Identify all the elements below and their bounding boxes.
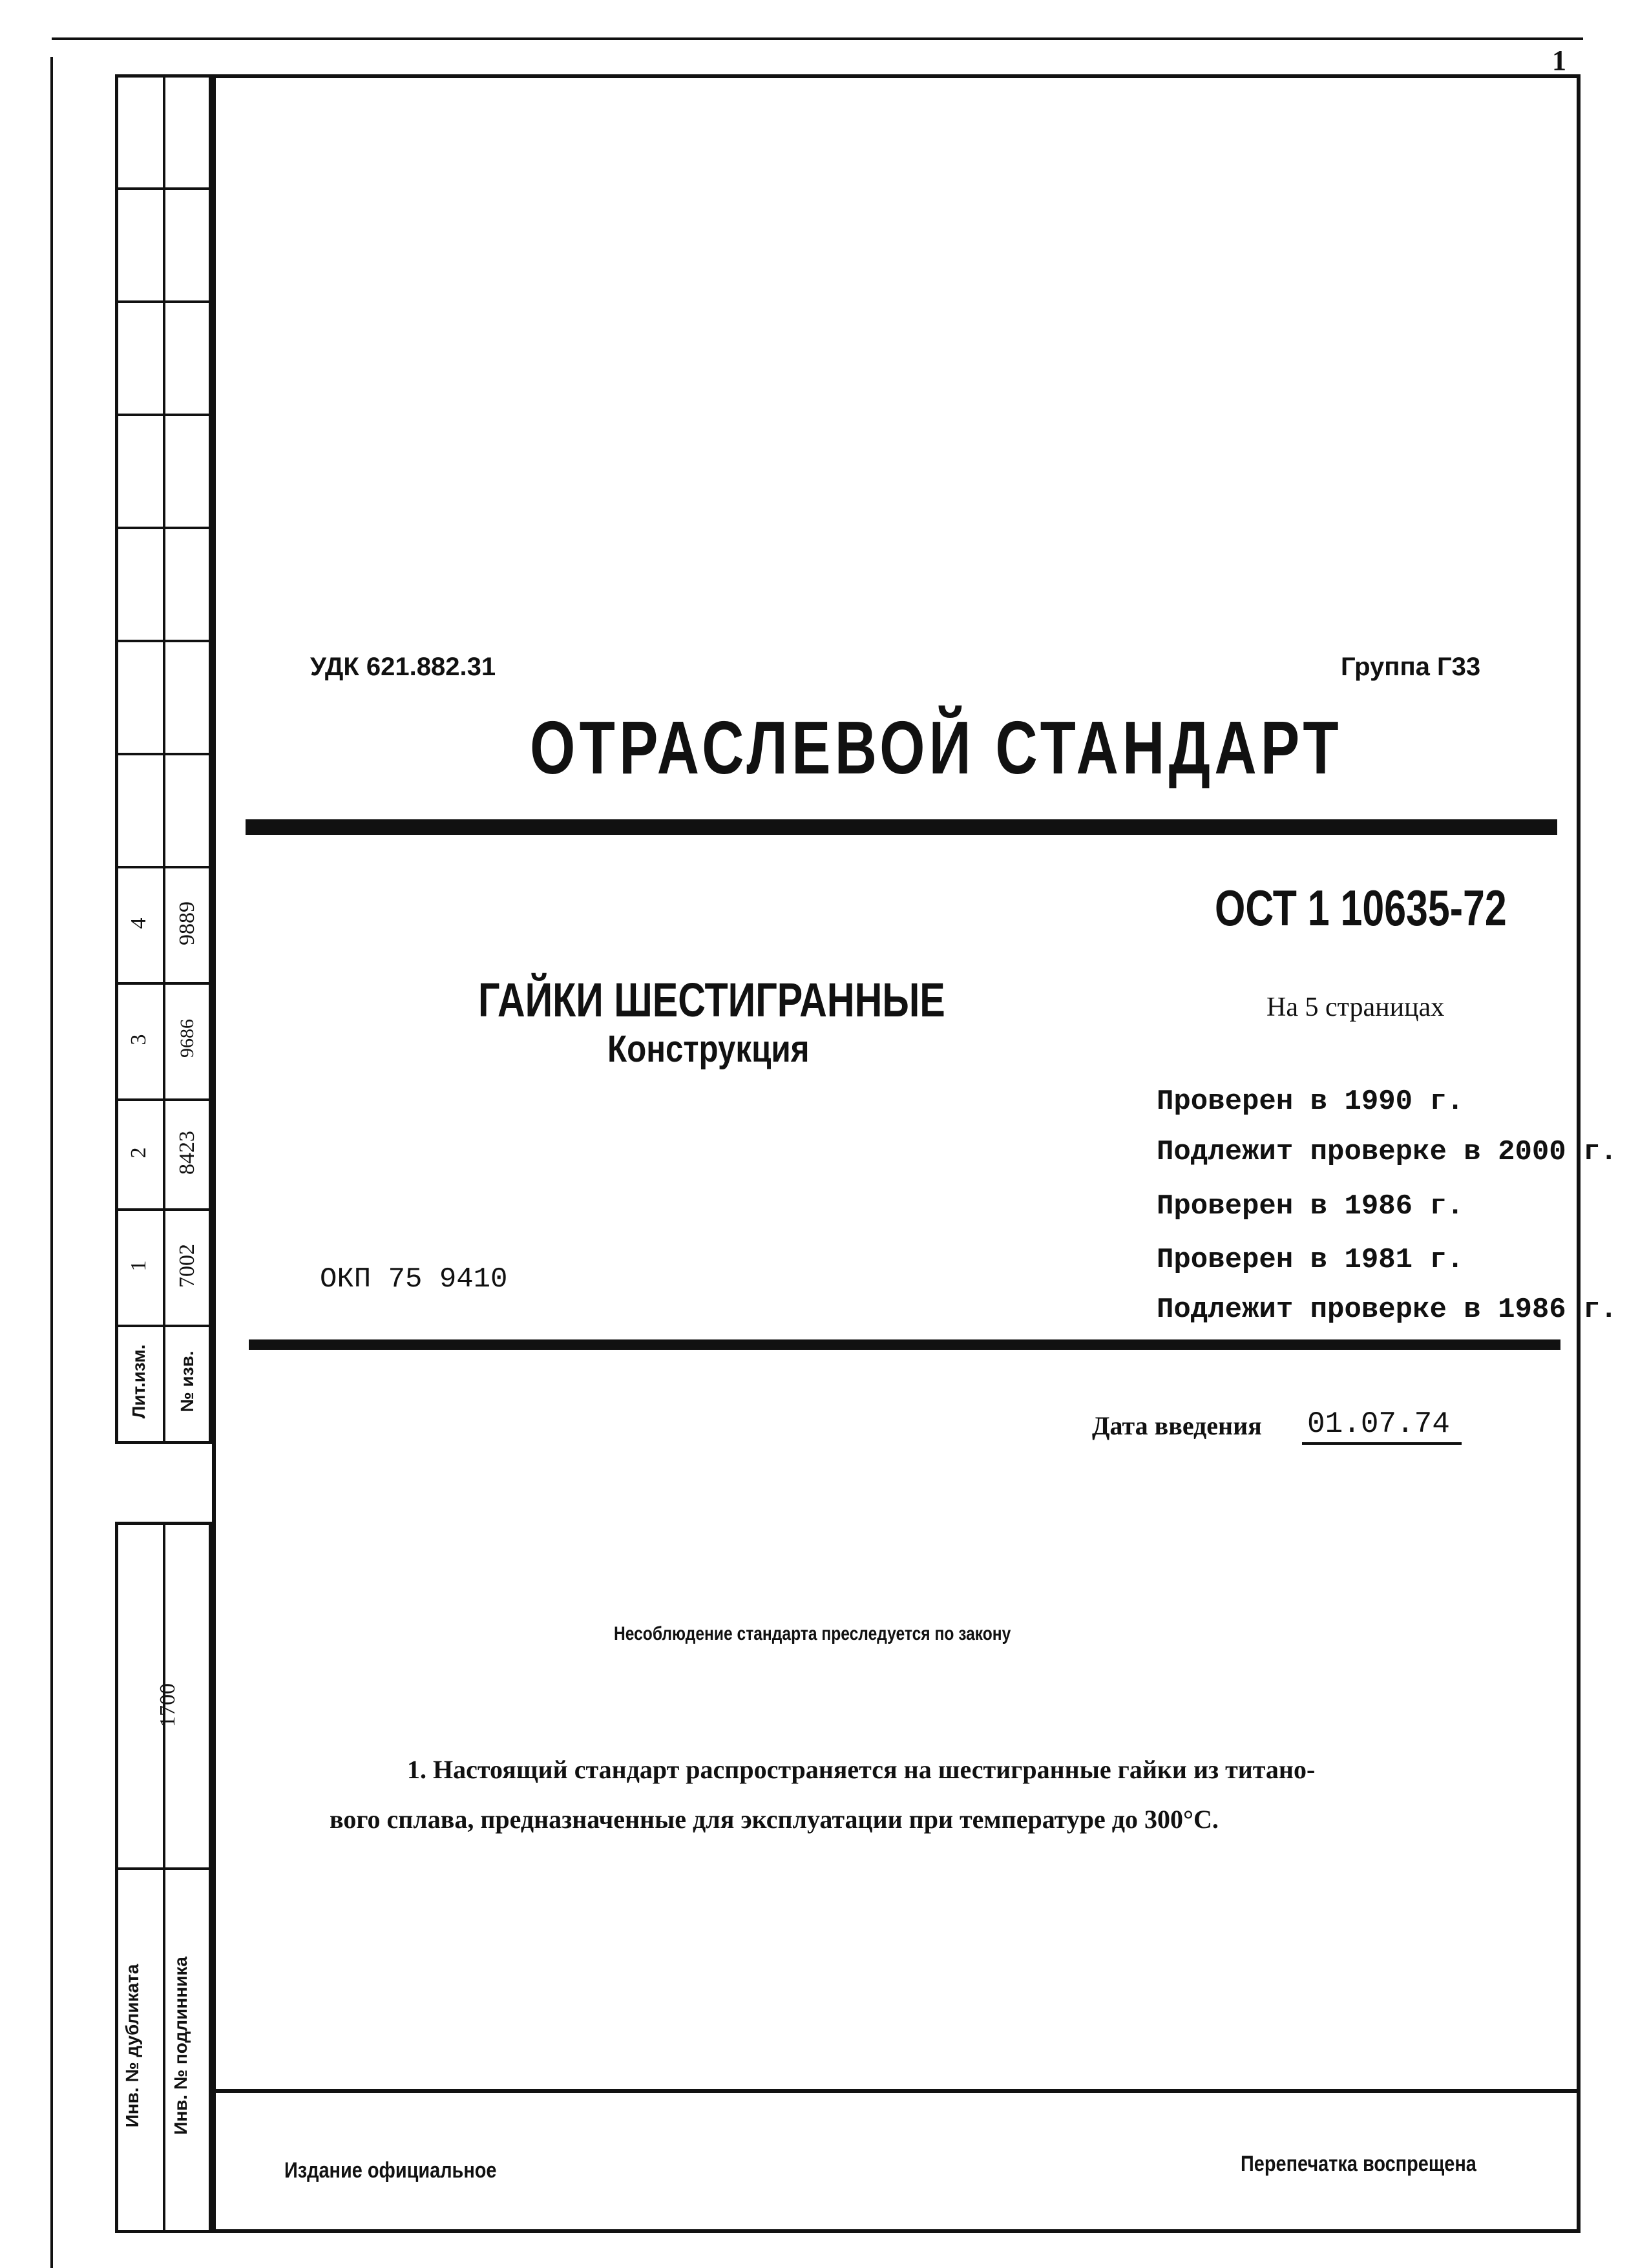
date-label: Дата введения — [1092, 1411, 1262, 1440]
label-inv-podl: Инв. № подлинника — [171, 1957, 191, 2135]
product-subtitle: Конструкция — [607, 1028, 810, 1070]
check-1986: Проверен в 1986 г. — [1157, 1190, 1464, 1223]
udk-code: УДК 621.882.31 — [310, 653, 496, 681]
paragraph-line-2: вого сплава, предназначенные для эксплуатации при температуре до 300°С. — [330, 1805, 1219, 1834]
footer-reprint-prohibited: Перепечатка воспрещена — [1241, 2152, 1476, 2176]
standard-code: ОСТ 1 10635-72 — [1215, 879, 1507, 936]
change-3-izv: 9686 — [176, 1019, 198, 1058]
group-code: Группа Г33 — [1341, 653, 1481, 681]
header-n-izv: № изв. — [177, 1350, 197, 1412]
title-rule — [246, 819, 1557, 835]
change-2-izv: 8423 — [175, 1131, 199, 1175]
header-lit-izm: Лит.изм. — [129, 1344, 149, 1419]
page-edge-top — [52, 37, 1583, 40]
okp-code: ОКП 75 9410 — [320, 1263, 508, 1296]
change-1-lit: 1 — [127, 1260, 151, 1272]
change-3-lit: 3 — [127, 1034, 151, 1045]
inv-podl-value: 1700 — [156, 1683, 180, 1727]
date-value: 01.07.74 — [1302, 1407, 1462, 1445]
section-rule — [249, 1339, 1560, 1350]
check-1981: Проверен в 1981 г. — [1157, 1244, 1464, 1276]
product-title: ГАЙКИ ШЕСТИГРАННЫЕ — [478, 973, 945, 1027]
footer-rule — [213, 2089, 1577, 2093]
paragraph-line-1: 1. Настоящий стандарт распространяется на шестигранные гайки из титано- — [407, 1755, 1316, 1784]
page-number: 1 — [1552, 45, 1566, 76]
check-due-1986: Подлежит проверке в 1986 г. — [1157, 1294, 1617, 1326]
label-inv-dubl: Инв. № дубликата — [122, 1964, 142, 2128]
check-1990: Проверен в 1990 г. — [1157, 1086, 1464, 1118]
change-2-lit: 2 — [127, 1147, 151, 1159]
legal-warning: Несоблюдение стандарта преследуется по закону — [614, 1623, 1011, 1644]
change-1-izv: 7002 — [175, 1244, 199, 1288]
change-4-izv: 9889 — [175, 901, 199, 945]
pages-note: На 5 страницах — [1266, 992, 1445, 1022]
footer-official-edition: Издание официальное — [284, 2158, 497, 2183]
document-title: ОТРАСЛЕВОЙ СТАНДАРТ — [530, 706, 1343, 790]
check-due-2000: Подлежит проверке в 2000 г. — [1157, 1136, 1617, 1168]
change-4-lit: 4 — [127, 918, 151, 929]
page-edge-left — [50, 57, 53, 2268]
